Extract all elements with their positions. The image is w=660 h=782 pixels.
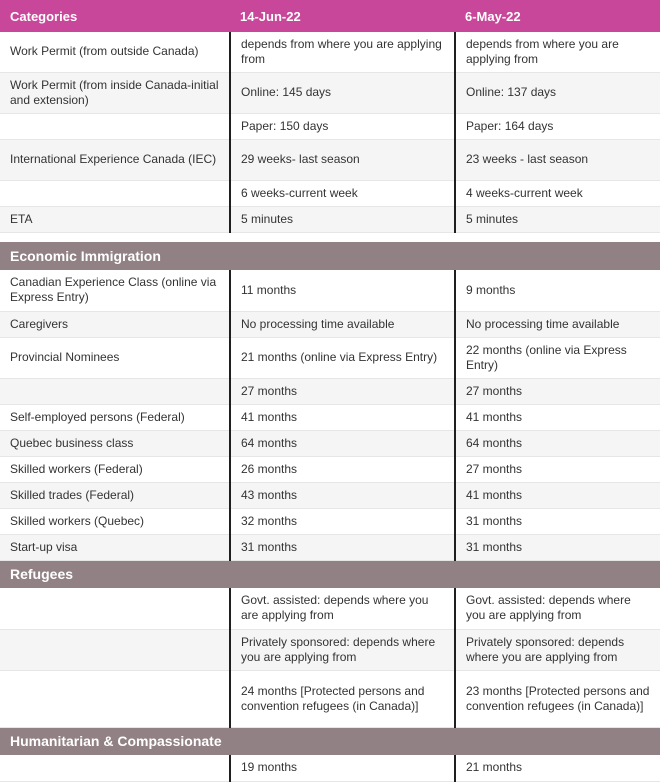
category-cell: Caregivers — [0, 311, 230, 337]
current-time-cell: 19 months — [230, 755, 455, 781]
section-header-row — [0, 560, 660, 588]
current-time-cell: 41 months — [230, 404, 455, 430]
previous-time-cell: 23 months [Protected persons and convention refugees (in Canada)] — [455, 670, 660, 727]
category-cell — [0, 113, 230, 139]
current-time-cell: No processing time available — [230, 311, 455, 337]
previous-time-cell: 64 months — [455, 430, 660, 456]
current-time-cell: 11 months — [230, 270, 455, 311]
table-row — [0, 337, 660, 378]
table-row — [0, 404, 660, 430]
section-spacer — [0, 232, 660, 242]
table-row — [0, 588, 660, 629]
table-row — [0, 755, 660, 781]
previous-time-cell: 27 months — [455, 378, 660, 404]
category-cell: Provincial Nominees — [0, 337, 230, 378]
current-time-cell: Online: 145 days — [230, 72, 455, 113]
current-time-cell: Govt. assisted: depends where you are applying from — [230, 588, 455, 629]
category-cell: Skilled trades (Federal) — [0, 482, 230, 508]
category-cell: Work Permit (from inside Canada-initial and extension) — [0, 72, 230, 113]
previous-time-cell: 31 months — [455, 508, 660, 534]
previous-time-cell: 31 months — [455, 534, 660, 560]
header-date-current: 14-Jun-22 — [230, 0, 455, 32]
header-row — [0, 0, 660, 32]
previous-time-cell: 21 months — [455, 755, 660, 781]
current-time-cell: depends from where you are applying from — [230, 32, 455, 72]
current-time-cell: 29 weeks- last season — [230, 139, 455, 180]
previous-time-cell: depends from where you are applying from — [455, 32, 660, 72]
table-row — [0, 629, 660, 670]
table-row — [0, 482, 660, 508]
previous-time-cell: 41 months — [455, 482, 660, 508]
section-title: Economic Immigration — [0, 242, 660, 270]
previous-time-cell: 27 months — [455, 456, 660, 482]
current-time-cell: 31 months — [230, 534, 455, 560]
current-time-cell: Privately sponsored: depends where you are applying from — [230, 629, 455, 670]
previous-time-cell: Online: 137 days — [455, 72, 660, 113]
previous-time-cell: 5 minutes — [455, 206, 660, 232]
category-cell — [0, 629, 230, 670]
category-cell: Skilled workers (Quebec) — [0, 508, 230, 534]
category-cell — [0, 378, 230, 404]
category-cell: International Experience Canada (IEC) — [0, 139, 230, 180]
current-time-cell: Paper: 150 days — [230, 113, 455, 139]
table-row — [0, 72, 660, 113]
current-time-cell: 32 months — [230, 508, 455, 534]
table-row — [0, 180, 660, 206]
current-time-cell: 27 months — [230, 378, 455, 404]
previous-time-cell: 23 weeks - last season — [455, 139, 660, 180]
category-cell — [0, 670, 230, 727]
table-row — [0, 378, 660, 404]
table-row — [0, 670, 660, 727]
table-row — [0, 430, 660, 456]
table-row — [0, 113, 660, 139]
table-row — [0, 270, 660, 311]
category-cell: ETA — [0, 206, 230, 232]
section-title: Humanitarian & Compassionate — [0, 727, 660, 755]
category-cell: Canadian Experience Class (online via Express Entry) — [0, 270, 230, 311]
category-cell — [0, 588, 230, 629]
category-cell — [0, 180, 230, 206]
table-row — [0, 139, 660, 180]
previous-time-cell: Govt. assisted: depends where you are applying from — [455, 588, 660, 629]
current-time-cell: 24 months [Protected persons and convention refugees (in Canada)] — [230, 670, 455, 727]
section-header-row — [0, 727, 660, 755]
section-header-row — [0, 242, 660, 270]
category-cell: Work Permit (from outside Canada) — [0, 32, 230, 72]
category-cell: Start-up visa — [0, 534, 230, 560]
spacer-cell — [0, 232, 660, 242]
current-time-cell: 26 months — [230, 456, 455, 482]
section-title: Refugees — [0, 560, 660, 588]
table-row — [0, 534, 660, 560]
previous-time-cell: 9 months — [455, 270, 660, 311]
table-row — [0, 32, 660, 72]
current-time-cell: 43 months — [230, 482, 455, 508]
category-cell: Quebec business class — [0, 430, 230, 456]
current-time-cell: 21 months (online via Express Entry) — [230, 337, 455, 378]
current-time-cell: 64 months — [230, 430, 455, 456]
header-date-previous: 6-May-22 — [455, 0, 660, 32]
category-cell: Skilled workers (Federal) — [0, 456, 230, 482]
category-cell — [0, 755, 230, 781]
table-row — [0, 456, 660, 482]
table-row — [0, 508, 660, 534]
previous-time-cell: 4 weeks-current week — [455, 180, 660, 206]
current-time-cell: 6 weeks-current week — [230, 180, 455, 206]
previous-time-cell: 22 months (online via Express Entry) — [455, 337, 660, 378]
current-time-cell: 5 minutes — [230, 206, 455, 232]
previous-time-cell: Privately sponsored: depends where you are applying from — [455, 629, 660, 670]
table-body — [0, 32, 660, 781]
table-row — [0, 206, 660, 232]
previous-time-cell: Paper: 164 days — [455, 113, 660, 139]
table-row — [0, 311, 660, 337]
previous-time-cell: No processing time available — [455, 311, 660, 337]
previous-time-cell: 41 months — [455, 404, 660, 430]
header-categories: Categories — [0, 0, 230, 32]
category-cell: Self-employed persons (Federal) — [0, 404, 230, 430]
